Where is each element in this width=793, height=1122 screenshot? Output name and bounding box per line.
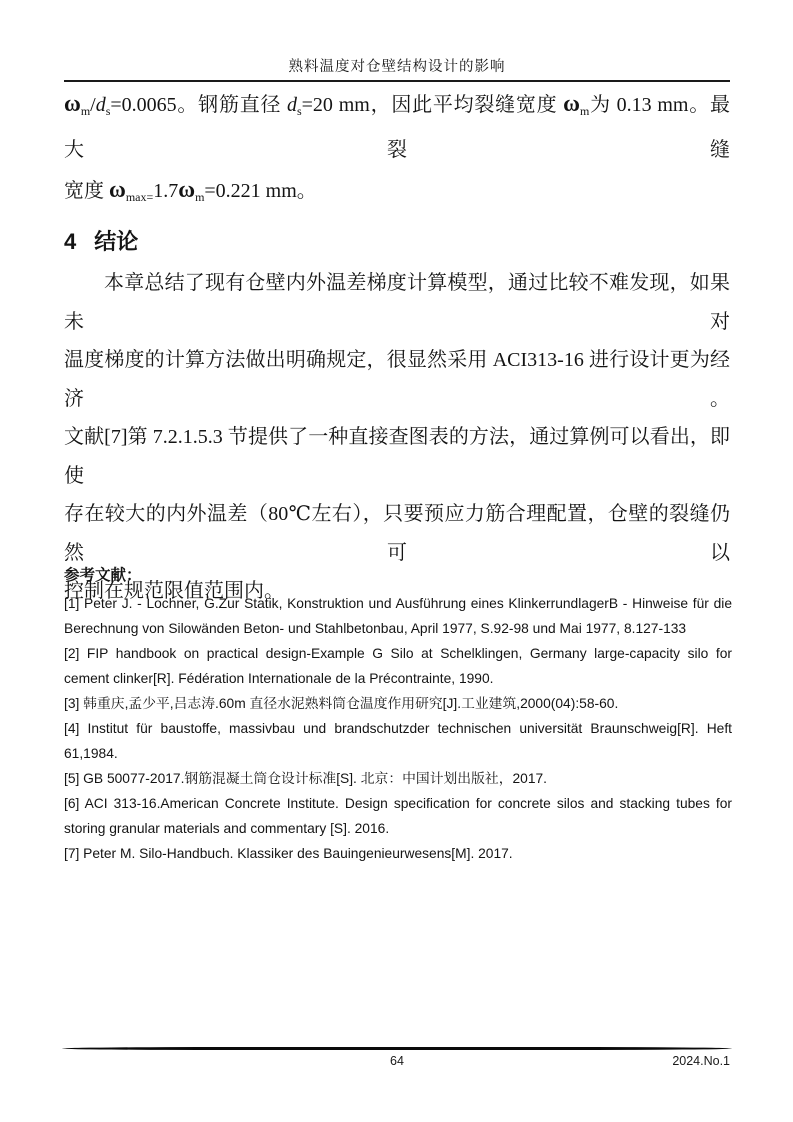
section-number: 4 [64,229,77,254]
references-section [64,564,732,866]
conclusion-paragraph [64,264,730,611]
paragraph-line: 温度梯度的计算方法做出明确规定，很显然采用 ACI313-16 进行设计更为经济。 [64,349,730,410]
formula-text: 为 0.13 mm。最大裂缝 [64,94,730,161]
formula-text: =0.0065。钢筋直径 [110,94,287,116]
paragraph-line: 文献[7]第 7.2.1.5.3 节提供了一种直接查图表的方法，通过算例可以看出，即使 [64,426,730,487]
reference-item: [1] Peter J. - Lochner, G.Zur Statik, Konstruktion und Ausführung eines KlinkerrundlagerB - Hinweise für die Berechnung von Silowänden Beton- und Stahlbetonbau, April 1977, S.92-98 und Mai 1977, 8.127-133 [64,596,732,636]
reference-item: [3] 韩重庆,孟少平,吕志涛.60m 直径水泥熟料筒仓温度作用研究[J].工业建筑,2000(04):58-60. [64,696,619,711]
references-heading: 参考文献： [64,567,142,584]
document-body [64,84,730,611]
formula-text: =20 mm，因此平均裂缝宽度 [301,94,564,116]
subscript: m [579,104,590,118]
omega-symbol: ω [178,177,196,202]
issue-label: 2024.No.1 [672,1054,730,1068]
paragraph-line: 控制在规范限值范围内。 [64,580,284,602]
running-title: 熟料温度对仓壁结构设计的影响 [288,59,506,75]
page-number: 64 [390,1054,404,1068]
paragraph-line: 本章总结了现有仓壁内外温差梯度计算模型，通过比较不难发现，如果未对 [64,272,730,333]
subscript: s [296,104,302,118]
reference-item: [6] ACI 313-16.American Concrete Institute. Design specification for concrete silos and stacking tubes for storing granular materials and commentary [S]. 2016. [64,796,732,836]
omega-symbol: ω [109,177,126,202]
reference-item: [5] GB 50077-2017.钢筋混凝土筒仓设计标准[S]. 北京：中国计划出版社，2017. [64,771,548,786]
footer-rule [62,1047,732,1050]
omega-symbol: ω [563,91,580,116]
formula-text: 1.7 [153,180,179,202]
section-title: 结论 [94,229,139,254]
subscript: m [195,190,205,204]
header-rule [64,80,730,82]
section-heading [64,226,730,258]
formula-text: / [90,94,96,116]
omega-symbol: ω [64,91,81,116]
reference-item: [7] Peter M. Silo-Handbuch. Klassiker des Bauingenieurwesens[M]. 2017. [64,846,513,861]
formula-line-1 [64,84,730,170]
paragraph-line: 存在较大的内外温差（80℃左右），只要预应力筋合理配置，仓壁的裂缝仍然可以 [64,503,730,564]
reference-item: [2] FIP handbook on practical design-Example G Silo at Schelklingen, Germany large-capacity silo for cement clinker[R]. Fédération Internationale de la Précontrainte, 1990. [64,646,732,686]
page-footer [64,1054,730,1072]
subscript: s [105,104,111,118]
formula-text: 宽度 [64,180,109,202]
reference-item: [4] Institut für baustoffe, massivbau und brandschutzder technischen universität Braunschweig[R]. Heft 61,1984. [64,721,732,761]
variable-d: d [95,94,106,116]
subscript: m [80,104,91,118]
subscript: max= [125,190,154,204]
formula-line-2 [64,170,730,217]
variable-d: d [286,94,297,116]
formula-text: =0.221 mm。 [204,180,317,202]
